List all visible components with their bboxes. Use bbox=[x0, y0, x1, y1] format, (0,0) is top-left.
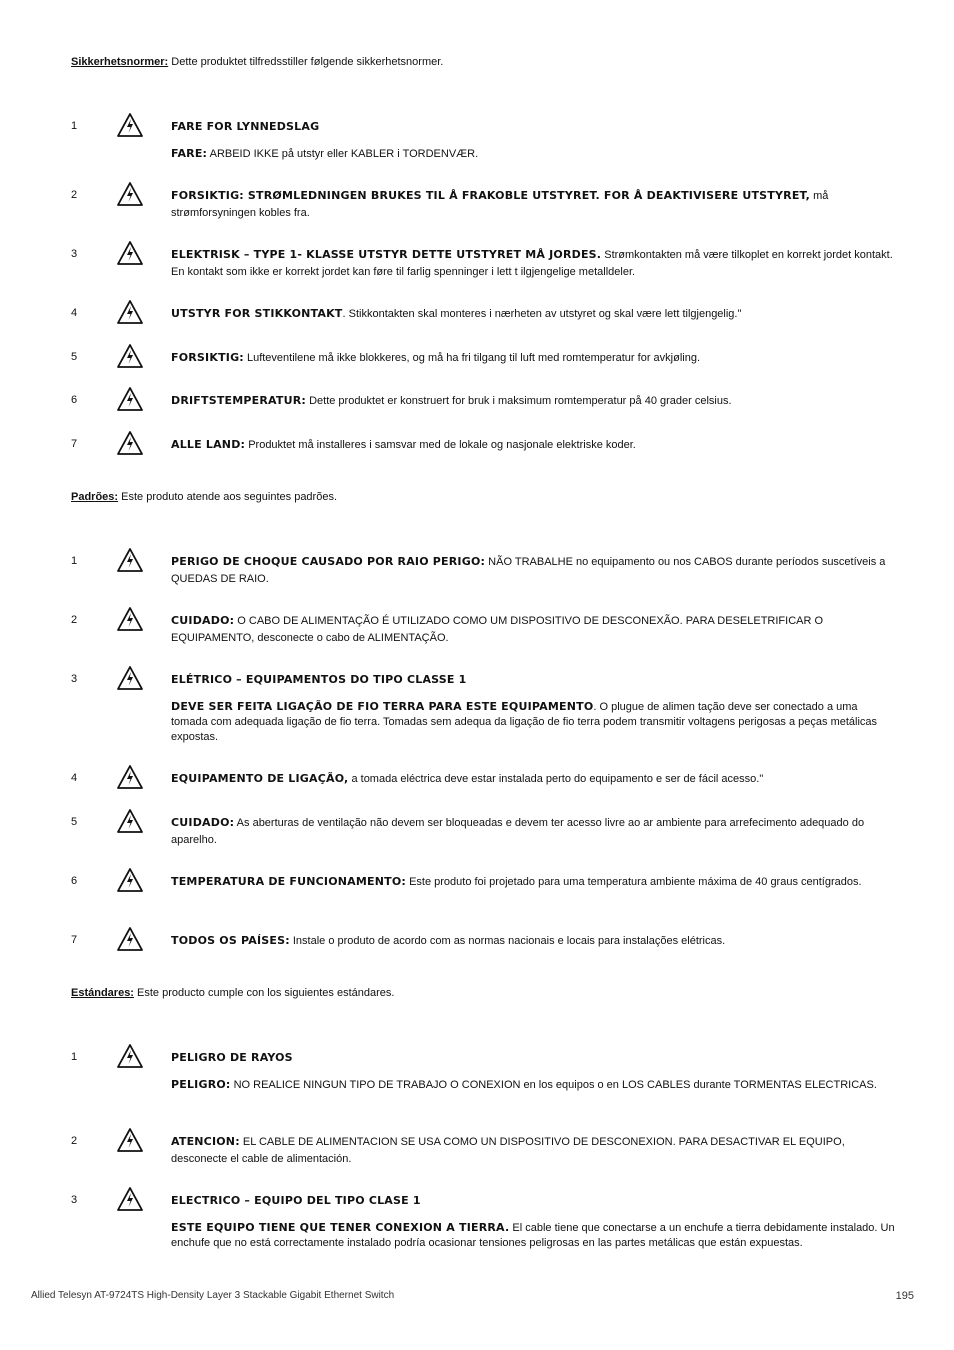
item-body bbox=[171, 436, 896, 454]
item-text: må strømforsyningen kobles fra. bbox=[171, 190, 829, 219]
item-body bbox=[171, 873, 896, 891]
item-text: ARBEID IKKE på utstyr eller KABLER i TORDENVÆR. bbox=[207, 148, 479, 160]
item-text: NO REALICE NINGUN TIPO DE TRABAJO O CONEXION en los equipos o en LOS CABLES durante TORMENTAS ELECTRICAS. bbox=[230, 1079, 877, 1091]
item-title: CUIDADO: bbox=[171, 816, 235, 829]
item-body bbox=[171, 349, 896, 367]
item-number: 5 bbox=[71, 351, 78, 363]
item-text: EL CABLE DE ALIMENTACION SE USA COMO UN DISPOSITIVO DE DESCONEXION. PARA DESACTIVAR EL EQUIPO, desconecte el cable de alimentación. bbox=[171, 1136, 845, 1165]
warning-lightning-icon bbox=[116, 299, 144, 325]
item-text: El cable tiene que conectarse a un enchufe a tierra debidamente instalado. Un enchufe que no está correctamente instalado podría ocasionar tensiones peligrosas en las partes metálicas que están expuestas. bbox=[171, 1222, 895, 1249]
item-body bbox=[171, 1049, 896, 1093]
item-body bbox=[171, 770, 896, 788]
item-body bbox=[171, 246, 896, 281]
warning-lightning-icon bbox=[116, 764, 144, 790]
item-number: 7 bbox=[71, 934, 78, 946]
warning-lightning-icon bbox=[116, 1127, 144, 1153]
item-text: Strømkontakten må være tilkoplet en korrekt jordet kontakt. En kontakt som ikke er korrekt jordet kan føre til farlig spenninger i lett t ilgjengelige metalldeler. bbox=[171, 249, 893, 278]
item-number: 1 bbox=[71, 555, 78, 567]
warning-lightning-icon bbox=[116, 1186, 144, 1212]
section-heading-spanish bbox=[71, 985, 394, 1002]
item-title: CUIDADO: bbox=[171, 614, 235, 627]
heading-label: Padrões: bbox=[71, 491, 119, 503]
item-title: FARE FOR LYNNEDSLAG bbox=[171, 120, 320, 133]
item-text: . Stikkontakten skal monteres i nærheten av utstyret og skal være lett tilgjengelig." bbox=[342, 308, 742, 320]
heading-label: Sikkerhetsnormer: bbox=[71, 56, 169, 68]
warning-lightning-icon bbox=[116, 112, 144, 138]
item-subtitle: PELIGRO: bbox=[171, 1078, 231, 1091]
item-body bbox=[171, 553, 896, 588]
item-number: 6 bbox=[71, 394, 78, 406]
item-title: UTSTYR FOR STIKKONTAKT bbox=[171, 307, 343, 320]
item-body bbox=[171, 187, 896, 222]
item-subtitle: ESTE EQUIPO TIENE QUE TENER CONEXION A TIERRA. bbox=[171, 1221, 510, 1234]
item-number: 1 bbox=[71, 120, 78, 132]
item-number: 3 bbox=[71, 673, 78, 685]
item-text: a tomada eléctrica deve estar instalada perto do equipamento e ser de fácil acesso." bbox=[348, 773, 764, 785]
item-body bbox=[171, 305, 896, 323]
item-body bbox=[171, 1192, 896, 1251]
item-title: EQUIPAMENTO DE LIGAÇÃO, bbox=[171, 772, 349, 785]
item-number: 4 bbox=[71, 307, 78, 319]
section-heading-portuguese bbox=[71, 489, 337, 506]
page-footer bbox=[31, 1288, 914, 1303]
item-text: NÃO TRABALHE no equipamento ou nos CABOS durante períodos suscetíveis a QUEDAS DE RAIO. bbox=[171, 556, 886, 585]
item-subtitle: DEVE SER FEITA LIGAÇÃO DE FIO TERRA PARA ESTE EQUIPAMENTO bbox=[171, 700, 594, 713]
warning-lightning-icon bbox=[116, 240, 144, 266]
item-body bbox=[171, 671, 896, 745]
item-title: ELÉTRICO – EQUIPAMENTOS DO TIPO CLASSE 1 bbox=[171, 673, 467, 686]
item-text: Lufteventilene må ikke blokkeres, og må ha fri tilgang til luft med romtemperatur for avkjøling. bbox=[243, 352, 700, 364]
warning-lightning-icon bbox=[116, 547, 144, 573]
item-text: . O plugue de alimen tação deve ser conectado a uma tomada com adequada ligação de fio terra. Tomadas sem adequa da ligação de fio terra podem transmitir voltagens perigosas a peças metálicas expostas. bbox=[171, 701, 878, 743]
item-title: FORSIKTIG: STRØMLEDNINGEN BRUKES TIL Å FRAKOBLE UTSTYRET. FOR Å DEAKTIVISERE UTSTYRET, bbox=[171, 189, 811, 202]
item-number: 4 bbox=[71, 772, 78, 784]
item-number: 7 bbox=[71, 438, 78, 450]
item-title: PELIGRO DE RAYOS bbox=[171, 1051, 293, 1064]
item-text: Produktet må installeres i samsvar med de lokale og nasjonale elektriske koder. bbox=[245, 439, 636, 451]
item-title: PERIGO DE CHOQUE CAUSADO POR RAIO PERIGO: bbox=[171, 555, 486, 568]
section-heading-norwegian bbox=[71, 54, 443, 71]
item-body bbox=[171, 392, 896, 410]
item-title: DRIFTSTEMPERATUR: bbox=[171, 394, 307, 407]
warning-lightning-icon bbox=[116, 867, 144, 893]
item-text: Instale o produto de acordo com as normas nacionais e locais para instalações elétricas. bbox=[289, 935, 726, 947]
warning-lightning-icon bbox=[116, 665, 144, 691]
item-body bbox=[171, 118, 896, 162]
item-number: 2 bbox=[71, 1135, 78, 1147]
heading-text: Dette produktet tilfredsstiller følgende sikkerhetsnormer. bbox=[168, 56, 444, 68]
item-body bbox=[171, 612, 896, 647]
item-number: 5 bbox=[71, 816, 78, 828]
item-body bbox=[171, 814, 896, 849]
item-title: ELECTRICO – EQUIPO DEL TIPO CLASE 1 bbox=[171, 1194, 421, 1207]
item-title: TEMPERATURA DE FUNCIONAMENTO: bbox=[171, 875, 407, 888]
page-number: 195 bbox=[895, 1290, 914, 1302]
item-text: Este produto foi projetado para uma temperatura ambiente máxima de 40 graus centígrados. bbox=[406, 876, 862, 888]
footer-title: Allied Telesyn AT-9724TS High-Density Layer 3 Stackable Gigabit Ethernet Switch bbox=[31, 1290, 395, 1301]
warning-lightning-icon bbox=[116, 808, 144, 834]
item-number: 6 bbox=[71, 875, 78, 887]
item-body bbox=[171, 1133, 896, 1168]
item-number: 1 bbox=[71, 1051, 78, 1063]
item-title: ATENCION: bbox=[171, 1135, 240, 1148]
item-text: Dette produktet er konstruert for bruk i maksimum romtemperatur på 40 grader celsius. bbox=[306, 395, 732, 407]
item-subtitle: FARE: bbox=[171, 147, 208, 160]
warning-lightning-icon bbox=[116, 606, 144, 632]
item-title: ELEKTRISK – TYPE 1- KLASSE UTSTYR DETTE UTSTYRET MÅ JORDES. bbox=[171, 248, 602, 261]
warning-lightning-icon bbox=[116, 926, 144, 952]
item-number: 3 bbox=[71, 248, 78, 260]
item-title: TODOS OS PAÍSES: bbox=[171, 934, 290, 947]
item-title: FORSIKTIG: bbox=[171, 351, 244, 364]
item-text: O CABO DE ALIMENTAÇÃO É UTILIZADO COMO UM DISPOSITIVO DE DESCONEXÃO. PARA DESELETRIFICAR O EQUIPAMENTO, desconecte o cabo de ALIMENTAÇÃO. bbox=[171, 615, 824, 644]
warning-lightning-icon bbox=[116, 430, 144, 456]
heading-text: Este producto cumple con los siguientes estándares. bbox=[133, 987, 395, 999]
item-number: 2 bbox=[71, 189, 78, 201]
warning-lightning-icon bbox=[116, 343, 144, 369]
warning-lightning-icon bbox=[116, 181, 144, 207]
item-number: 2 bbox=[71, 614, 78, 626]
item-title: ALLE LAND: bbox=[171, 438, 246, 451]
warning-lightning-icon bbox=[116, 386, 144, 412]
warning-lightning-icon bbox=[116, 1043, 144, 1069]
heading-text: Este produto atende aos seguintes padrões. bbox=[118, 491, 338, 503]
heading-label: Estándares: bbox=[71, 987, 134, 999]
item-body bbox=[171, 932, 896, 950]
item-number: 3 bbox=[71, 1194, 78, 1206]
item-text: As aberturas de ventilação não devem ser bloqueadas e devem ter acesso livre ao ar ambiente para arrefecimento adequado do aparelho. bbox=[171, 817, 865, 846]
